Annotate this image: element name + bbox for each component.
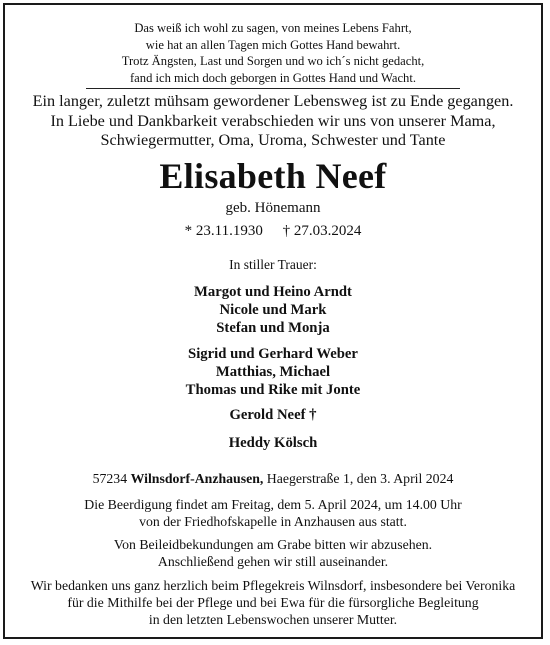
poem-line: fand ich mich doch geborgen in Gottes Hand und Wacht. (129, 70, 416, 85)
poem-line: Das weiß ich wohl zu sagen, von meines Lebens Fahrt, (134, 21, 412, 35)
death-date: † 27.03.2024 (282, 223, 362, 239)
mourner-name: Heddy Kölsch (228, 435, 318, 451)
condolence-line: Anschließend gehen wir still auseinander. (157, 554, 389, 569)
intro-line: In Liebe und Dankbarkeit verabschieden wir uns von unserer Mama, (50, 111, 496, 130)
mourner-name: Margot und Heino Arndt (194, 284, 352, 300)
poem (0, 20, 546, 86)
mourner-name: Nicole und Mark (219, 302, 327, 319)
mourner-name: Thomas und Rike mit Jonte (185, 382, 361, 399)
thanks-line: für die Mithilfe bei der Pflege und bei Ewa für die fürsorgliche Begleitung (67, 595, 479, 610)
town: Wilnsdorf-Anzhausen, (130, 471, 264, 486)
deceased-name: Elisabeth Neef (159, 156, 387, 196)
poem-line: wie hat an allen Tagen mich Gottes Hand bewahrt. (145, 37, 401, 52)
mourner-group (0, 406, 546, 424)
mourner-name: Stefan und Monja (216, 320, 330, 337)
thanks-text (0, 577, 546, 628)
intro-text (0, 92, 546, 151)
poem-line: Trotz Ängsten, Last und Sorgen und wo ich´s nicht gedacht, (121, 54, 425, 68)
birth-date: * 23.11.1930 (184, 223, 263, 239)
mourners-heading: In stiller Trauer: (229, 257, 317, 272)
funeral-line: Die Beerdigung findet am Freitag, dem 5. April 2024, um 14.00 Uhr (84, 497, 462, 512)
funeral-info (0, 496, 546, 530)
thanks-line: in den letzten Lebenswochen unserer Mutter. (148, 612, 398, 627)
mourner-group (0, 283, 546, 338)
postcode: 57234 (92, 471, 128, 486)
funeral-line: von der Friedhofskapelle in Anzhausen aus statt. (139, 514, 407, 529)
condolence-line: Von Beileidbekundungen am Grabe bitten wir abzusehen. (113, 537, 433, 552)
address-date: Haegerstraße 1, den 3. April 2024 (266, 471, 454, 486)
divider-line (86, 88, 460, 89)
mourner-name: Matthias, Michael (215, 364, 331, 381)
intro-line: Schwiegermutter, Oma, Uroma, Schwester und Tante (100, 131, 446, 149)
mourner-name: Gerold Neef † (229, 407, 317, 423)
life-dates (0, 222, 546, 240)
intro-line: Ein langer, zuletzt mühsam gewordener Lebensweg ist zu Ende gegangen. (32, 92, 514, 110)
mourner-group (0, 345, 546, 400)
place-and-date (0, 470, 546, 487)
birth-name: geb. Hönemann (225, 200, 321, 216)
condolence-note (0, 536, 546, 570)
thanks-line: Wir bedanken uns ganz herzlich beim Pflegekreis Wilnsdorf, insbesondere bei Veronika (30, 578, 516, 593)
mourner-name: Sigrid und Gerhard Weber (188, 346, 358, 362)
mourner-group (0, 434, 546, 452)
